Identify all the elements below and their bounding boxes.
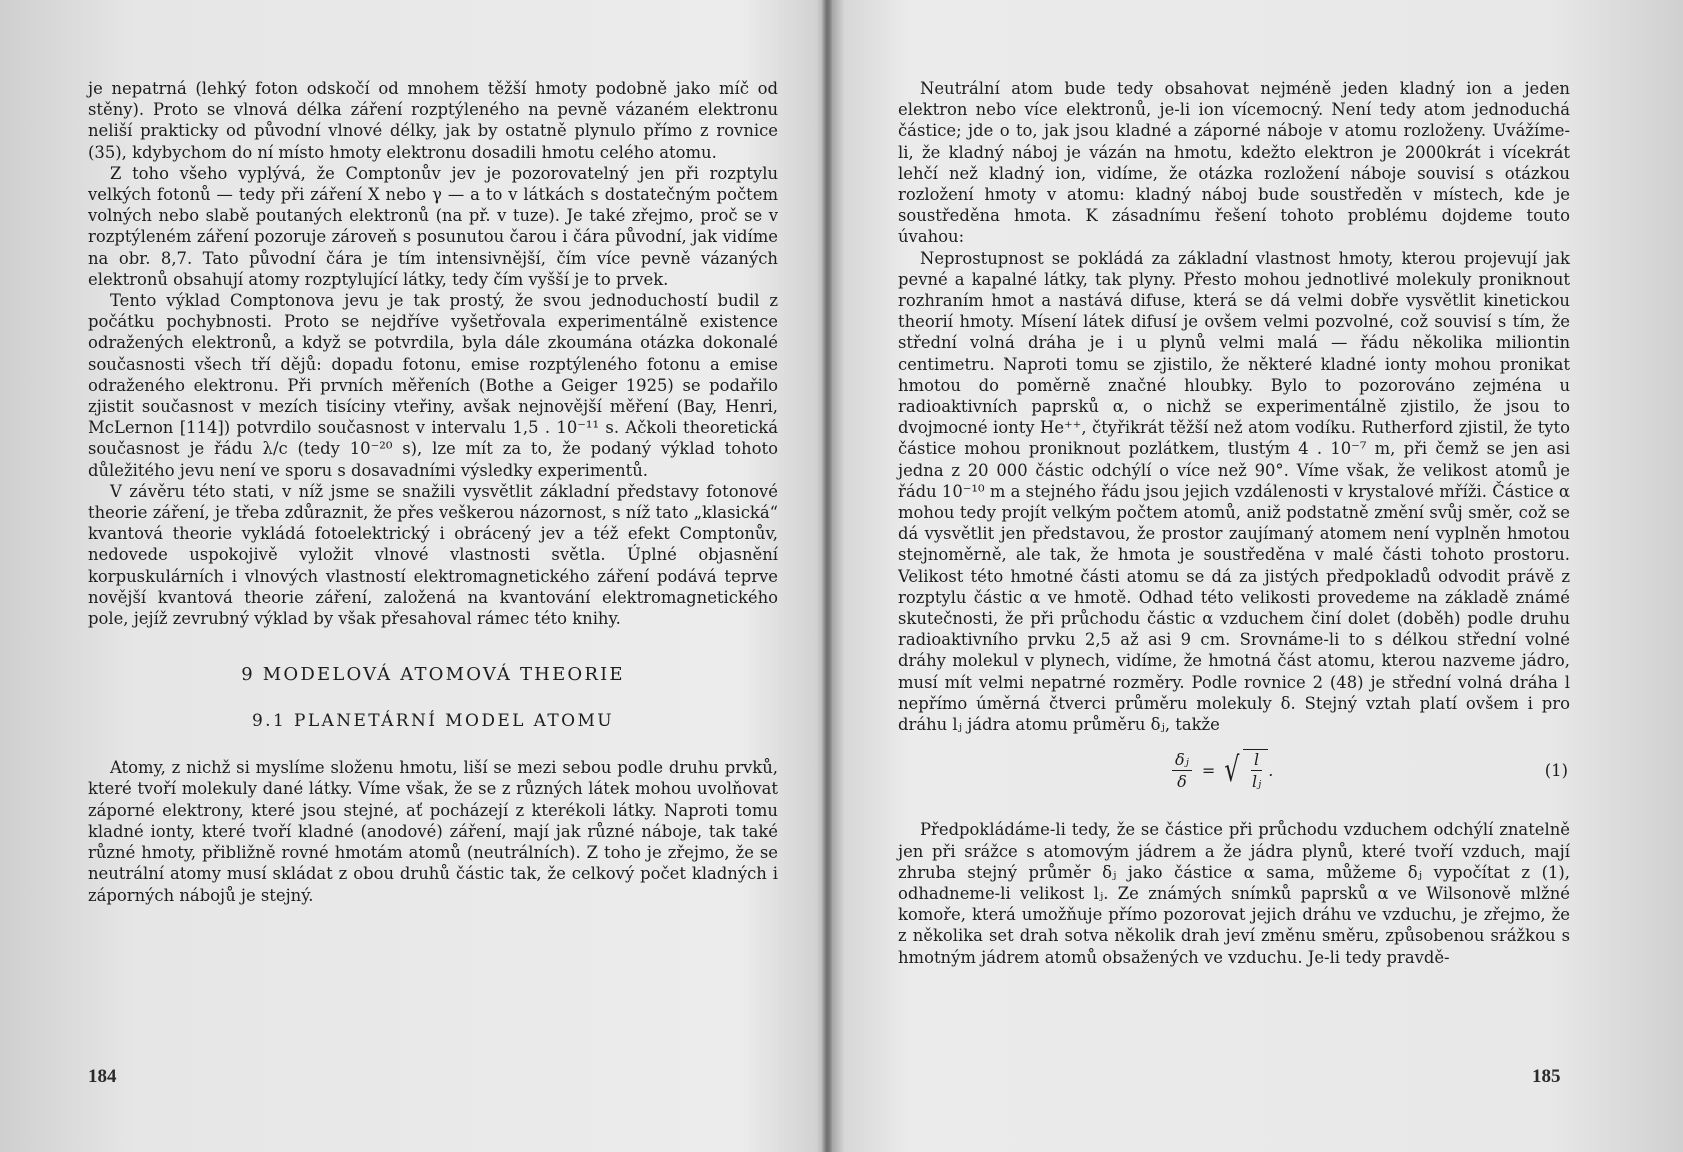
equation-rhs-numerator: l [1251, 750, 1262, 771]
equation-sqrt-body [1243, 749, 1268, 791]
chapter-heading: 9 MODELOVÁ ATOMOVÁ THEORIE [241, 664, 625, 686]
equation-lhs-denominator: δ [1177, 771, 1187, 791]
equation-equals: = [1201, 760, 1216, 780]
equation-trailing-period: . [1268, 760, 1274, 780]
sqrt-sign-icon: √ [1224, 750, 1240, 791]
left-paragraph-3: Tento výklad Comptonova jevu je tak prostý, že svou jednoduchostí budil z počátku pochybnosti. Proto se nejdříve vyšetřovala experimentálně existence odražených elektronů, a když se potvrdila, byla dále zkoumána otázka dokonalé současnosti všech tří dějů: dopadu fotonu, emise rozptýleného fotonu a emise odraženého elektronu. Při prvních měřeních (Bothe a Geiger 1925) se podařilo zjistit současnost v mezích tisíciny vteřiny, avšak nejnovější měření (Bay, Henri, McLernon [114]) potvrdilo současnost v intervalu 1,5 . 10⁻¹¹ s. Ačkoli theoretická současnost je řádu λ/c (tedy 10⁻²⁰ s), lze mít za to, že podaný výklad tohoto důležitého jevu není ve sporu s dosavadními výsledky experimentů. [88, 291, 778, 480]
right-paragraph-1: Neutrální atom bude tedy obsahovat nejméně jeden kladný ion a jeden elektron nebo více elektronů, je-li ion vícemocný. Není tedy atom jednoduchá částice; jde o to, jak jsou kladné a záporné náboje v atomu rozloženy. Uvážíme-li, že kladný náboj je vázán na hmotu, kdežto elektron je 2000krát i vícekrát lehčí než kladný ion, vidíme, že otázka rozložení náboje souvisí s otázkou rozložení hmoty v atomu: kladný náboj bude soustředěn v místech, kde je soustředěna hmota. K zásadnímu řešení tohoto problému dojdeme touto úvahou: [898, 79, 1570, 247]
equation-rhs-fraction [1249, 750, 1264, 791]
equation-number: (1) [1544, 761, 1568, 781]
equation-lhs-fraction [1172, 750, 1192, 791]
section-heading: 9.1 PLANETÁRNÍ MODEL ATOMU [251, 711, 615, 732]
equation-rhs-denominator: lⱼ [1251, 772, 1262, 792]
equation-sqrt [1221, 749, 1268, 791]
right-paragraph-3: Předpokládáme-li tedy, že se částice při průchodu vzduchem odchýlí znatelně jen při srážce s atomovým jádrem a že jádra plynů, které tvoří vzduch, mají zhruba stejný průměr δⱼ jako částice α sama, můžeme δⱼ vypočítat z (1), odhadneme-li velikost lⱼ. Ze známých snímků paprsků α ve Wilsonově mlžné komoře, která umožňuje přímo pozorovat jejich dráhu ve vzduchu, je zřejmo, že z několika set drah sotva několik drah jeví změnu směru, způsobenou srážkou s hmotným jádrem atomů obsažených ve vzduchu. Je-li tedy pravdě- [898, 820, 1570, 967]
section-paragraph: Atomy, z nichž si myslíme složenu hmotu, liší se mezi sebou podle druhu prvků, které tvoří molekuly dané látky. Víme však, že se z různých látek mohou uvolňovat záporné elektrony, které jsou stejné, ať pocházejí z kterékoli látky. Naproti tomu kladné ionty, které tvoří kladné (anodové) záření, mají jak různé náboje, tak také různé hmoty, přibližně rovné hmotám atomů (neutrálních). Z toho je zřejmo, že se neutrální atomy musí skládat z obou druhů částic tak, že celkový počet kladných i záporných nábojů je stejný. [88, 758, 778, 905]
page-number-right: 185 [1532, 1066, 1561, 1087]
right-page [898, 78, 1570, 968]
left-paragraph-2: Z toho všeho vyplývá, že Comptonův jev je pozorovatelný jen při rozptylu velkých fotonů — tedy při záření X nebo γ — a to v látkách s dostatečným počtem volných nebo slabě poutaných elektronů (na př. v tuze). Je také zřejmo, proč se v rozptýleném záření pozoruje zároveň s posunutou čarou i čára původní, jak vidíme na obr. 8,7. Tato původní čára je tím intensivnější, čím více pevně vázaných elektronů obsahují atomy rozptylující látky, tedy čím vyšší je to prvek. [88, 163, 778, 289]
equation-formula [1168, 749, 1273, 791]
book-gutter [822, 0, 832, 1152]
right-paragraph-2: Neprostupnost se pokládá za základní vlastnost hmoty, kterou projevují jak pevné a kapalné látky, tak plyny. Přesto mohou jednotlivé molekuly proniknout rozhraním hmot a nastává difuse, která se dá velmi dobře vysvětlit kinetickou theorií hmoty. Mísení látek difusí je ovšem velmi pozvolné, což souvisí s tím, že střední volná dráha je i u plynů velmi malá — řádu několika miliontin centimetru. Naproti tomu se zjistilo, že některé kladné ionty mohou pronikat hmotou do poměrně značné hloubky. Bylo to pozorováno zejména u radioaktivních paprsků α, o nichž se experimentálně zjistilo, že jsou to dvojmocné ionty He⁺⁺, čtyřikrát těžší než atom vodíku. Rutherford zjistil, že tyto částice mohou proniknout pozlátkem, tlustým 4 . 10⁻⁷ m, při čemž se jen asi jedna z 20 000 částic odchýlí o více než 90°. Víme však, že velikost atomů je řádu 10⁻¹⁰ m a stejného řádu jsou jejich vzdálenosti v krystalové mříži. Částice α mohou tedy projít velkým počtem atomů, aniž podstatně změní svůj směr, což se dá vysvětlit jen představou, že prostor zaujímaný atomem není vyplněn hmotou stejnoměrně, ale tak, že hmota je soustředěna v malé části tohoto prostoru. Velikost této hmotné části atomu se dá za jistých předpokladů odvodit právě z rozptylu částic α ve hmotě. Odhad této velikosti provedeme na základě známé skutečnosti, že při průchodu částic α vzduchem činí dolet (doběh) podle druhu radioaktivního prvku 2,5 až asi 9 cm. Srovnáme-li to s délkou střední volné dráhy molekul v plynech, vidíme, že hmotná část atomu, kterou nazveme jádro, musí mít velmi nepatrné rozměry. Podle rovnice 2 (48) je střední volná dráha l nepřímo úměrná čtverci průměru molekuly δ. Stejný vztah platí ovšem i pro dráhu lⱼ jádra atomu průměru δⱼ, takže [898, 248, 1570, 735]
left-paragraph-1: je nepatrná (lehký foton odskočí od mnohem těžší hmoty podobně jako míč od stěny). Proto se vlnová délka záření rozptýleného na pevně vázaném elektronu neliší prakticky od původní vlnové délky, jak by ostatně plynulo přímo z rovnice (35), kdybychom do ní místo hmoty elektronu dosadili hmotu celého atomu. [88, 79, 778, 162]
left-page [88, 78, 778, 906]
left-paragraph-4: V závěru této stati, v níž jsme se snažili vysvětlit základní představy fotonové theorie záření, je třeba zdůraznit, že přes veškerou názornost, s níž tato „klasická“ kvantová theorie vykládá fotoelektrický i obrácený jev a též efekt Comptonův, nedovede uspokojivě vyložit vlnové vlastnosti světla. Úplné objasnění korpuskulárních i vlnových vlastností elektromagnetického záření podává teprve novější kvantová theorie záření, založená na kvantování elektromagnetického pole, jejíž zevrubný výklad by však přesahoval rámec této knihy. [88, 481, 778, 629]
equation-1 [898, 743, 1570, 807]
equation-lhs-numerator: δⱼ [1172, 750, 1192, 771]
page-number-left: 184 [88, 1066, 117, 1087]
